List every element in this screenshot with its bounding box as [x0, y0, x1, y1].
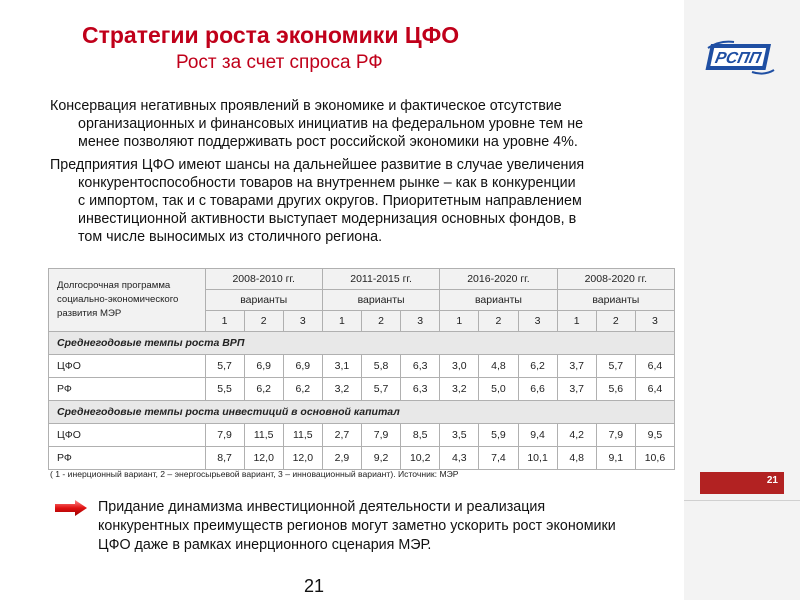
slide-subtitle: Рост за счет спроса РФ — [176, 52, 383, 73]
paragraph-2 — [50, 156, 630, 246]
table-cell: 6,2 — [244, 378, 283, 401]
table-cell: 6,3 — [401, 378, 440, 401]
forecast-table — [48, 268, 675, 470]
row-label: РФ — [49, 447, 206, 470]
table-row — [49, 378, 675, 401]
period-header: 2008-2020 гг. — [557, 269, 674, 290]
variant-number: 2 — [362, 311, 401, 332]
table-cell: 6,9 — [283, 355, 322, 378]
paragraph-2-line: с импортом, так и с товарами других округов. Приоритетным направлением — [78, 193, 582, 209]
paragraph-2-line: Предприятия ЦФО имеют шансы на дальнейшее развитие в случае увеличения — [50, 157, 585, 173]
row-label: РФ — [49, 378, 206, 401]
svg-text:РСПП: РСПП — [713, 49, 763, 67]
table-cell: 3,7 — [557, 378, 596, 401]
period-header: 2008-2010 гг. — [205, 269, 322, 290]
paragraph-2-line: инвестиционной активности выступает модернизация основных фондов, в — [78, 211, 577, 227]
table-cell: 3,0 — [440, 355, 479, 378]
table-row — [49, 447, 675, 470]
table-cell: 12,0 — [244, 447, 283, 470]
table-cell: 3,7 — [557, 355, 596, 378]
variant-number: 1 — [205, 311, 244, 332]
row-label: ЦФО — [49, 355, 206, 378]
variant-number: 1 — [557, 311, 596, 332]
slide-number-badge-text: 21 — [766, 475, 778, 486]
table-cell: 8,7 — [205, 447, 244, 470]
table-cell: 5,6 — [596, 378, 635, 401]
conclusion-line: конкурентных преимуществ регионов могут заметно ускорить рост экономики — [98, 518, 616, 534]
table-note: ( 1 - инерционный вариант, 2 – энергосырьевой вариант, 3 – инновационный вариант). Источник: МЭР — [50, 469, 459, 479]
paragraph-2-line: конкурентоспособности товаров на внутреннем рынке – как в конкуренции — [78, 175, 576, 191]
variant-number: 3 — [635, 311, 674, 332]
table-row — [49, 424, 675, 447]
table-cell: 8,5 — [401, 424, 440, 447]
table-cell: 2,7 — [322, 424, 361, 447]
paragraph-2-line: том числе выносимых из столичного региона. — [78, 229, 383, 245]
slide-title: Стратегии роста экономики ЦФО — [82, 22, 460, 48]
table-cell: 9,4 — [518, 424, 557, 447]
variant-number: 2 — [596, 311, 635, 332]
table-cell: 4,3 — [440, 447, 479, 470]
page-number: 21 — [304, 576, 325, 596]
table-cell: 9,5 — [635, 424, 674, 447]
table-cell: 5,5 — [205, 378, 244, 401]
table-cell: 5,7 — [362, 378, 401, 401]
conclusion-line: Придание динамизма инвестиционной деятельности и реализация — [98, 499, 546, 515]
table-cell: 10,6 — [635, 447, 674, 470]
table-cell: 9,2 — [362, 447, 401, 470]
table-cell: 5,9 — [479, 424, 518, 447]
table-cell: 12,0 — [283, 447, 322, 470]
table-cell: 6,3 — [401, 355, 440, 378]
slide-number-badge — [700, 472, 784, 494]
table-cell: 7,9 — [205, 424, 244, 447]
paragraph-1 — [50, 97, 630, 151]
variant-number: 3 — [283, 311, 322, 332]
paragraph-1-line: менее позволяют поддерживать рост российской экономики на уровне 4%. — [78, 134, 578, 150]
table-cell: 6,4 — [635, 355, 674, 378]
table-cell: 6,4 — [635, 378, 674, 401]
divider — [684, 500, 800, 501]
right-arrow-icon — [55, 500, 87, 516]
row-label: ЦФО — [49, 424, 206, 447]
table-cell: 10,2 — [401, 447, 440, 470]
table-cell: 4,8 — [479, 355, 518, 378]
table-cell: 9,1 — [596, 447, 635, 470]
variant-number: 2 — [479, 311, 518, 332]
paragraph-1-line: Консервация негативных проявлений в экономике и фактическое отсутствие — [50, 98, 562, 114]
table-cell: 6,9 — [244, 355, 283, 378]
variants-header: варианты — [557, 290, 674, 311]
table-cell: 4,8 — [557, 447, 596, 470]
variants-header: варианты — [205, 290, 322, 311]
table-cell: 4,2 — [557, 424, 596, 447]
table-cell: 11,5 — [283, 424, 322, 447]
conclusion-line: ЦФО даже в рамках инерционного сценария МЭР. — [98, 537, 432, 553]
variant-number: 1 — [322, 311, 361, 332]
variants-header: варианты — [440, 290, 557, 311]
variant-number: 3 — [518, 311, 557, 332]
table-cell: 11,5 — [244, 424, 283, 447]
period-header: 2016-2020 гг. — [440, 269, 557, 290]
table-cell: 3,5 — [440, 424, 479, 447]
table-cell: 5,7 — [596, 355, 635, 378]
table-cell: 6,2 — [518, 355, 557, 378]
variant-number: 2 — [244, 311, 283, 332]
period-header: 2011-2015 гг. — [322, 269, 439, 290]
table-cell: 6,6 — [518, 378, 557, 401]
table-cell: 10,1 — [518, 447, 557, 470]
table-cell: 6,2 — [283, 378, 322, 401]
table-cell: 7,9 — [362, 424, 401, 447]
program-label: Долгосрочная программа социально-экономического развития МЭР — [49, 269, 206, 332]
table-cell: 5,7 — [205, 355, 244, 378]
table-cell: 2,9 — [322, 447, 361, 470]
table-row — [49, 355, 675, 378]
variants-header: варианты — [322, 290, 439, 311]
table-cell: 5,0 — [479, 378, 518, 401]
table-cell: 3,2 — [440, 378, 479, 401]
table-cell: 3,1 — [322, 355, 361, 378]
section-title: Среднегодовые темпы роста инвестиций в основной капитал — [49, 401, 675, 424]
section-title: Среднегодовые темпы роста ВРП — [49, 332, 675, 355]
paragraph-1-line: организационных и финансовых инициатив на федеральном уровне тем не — [78, 116, 584, 132]
conclusion-text — [98, 498, 678, 555]
table-cell: 3,2 — [322, 378, 361, 401]
table-cell: 7,9 — [596, 424, 635, 447]
variant-number: 3 — [401, 311, 440, 332]
variant-number: 1 — [440, 311, 479, 332]
rspp-logo — [700, 30, 780, 82]
table-cell: 7,4 — [479, 447, 518, 470]
table-cell: 5,8 — [362, 355, 401, 378]
right-panel — [684, 0, 800, 600]
